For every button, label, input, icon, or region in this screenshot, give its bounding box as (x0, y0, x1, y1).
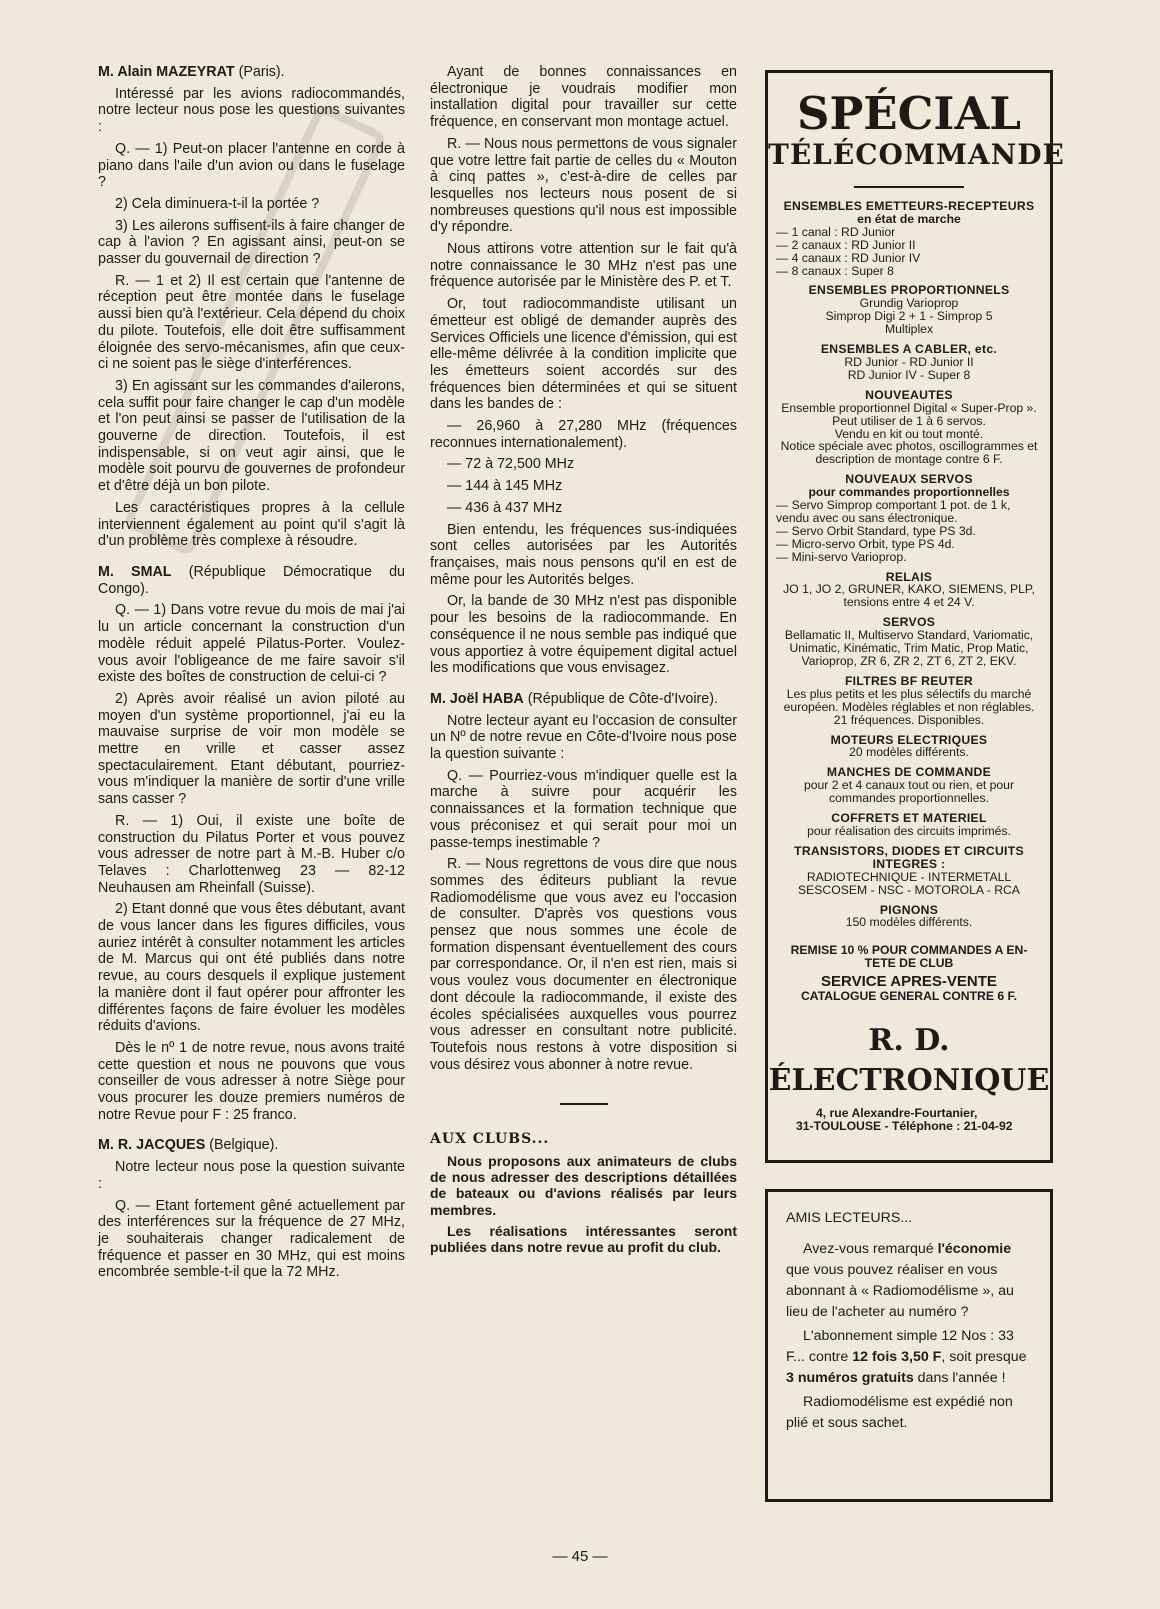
ad-section-line: 150 modèles différents. (845, 915, 973, 930)
ad-brand-name: R. D. ÉLECTRONIQUE (768, 1023, 1050, 1099)
text-run-bold: l'économie (937, 1241, 1012, 1257)
ad-address (796, 1107, 1050, 1133)
ad-section-title: COFFRETS ET MATERIEL (831, 811, 987, 826)
ad-section-title: ENSEMBLES PROPORTIONNELS (808, 283, 1010, 298)
clubs-paragraph: Nous proposons aux animateurs de clubs de nous adresser des descriptions détaillées de bateaux ou d'avions réalisés par leurs membres. (430, 1152, 737, 1218)
ad-section-line: RD Junior - RD Junior II (844, 354, 974, 369)
clubs-paragraph: Les réalisations intéressantes seront publiées dans notre revue au profit du club. (430, 1222, 737, 1256)
ad-section-line: — 8 canaux : Super 8 (776, 263, 894, 278)
correspondent-location: (Paris). (234, 64, 285, 80)
ad-section-line: en état de marche (857, 211, 961, 226)
ad-section-line: — Servo Orbit Standard, type PS 3d. (776, 523, 976, 538)
ad-section (776, 766, 1042, 805)
text-run-bold: 3 numéros gratuits (786, 1370, 914, 1386)
body-paragraph: Q. — 1) Peut-on placer l'antenne en corde à piano dans l'aile d'un avion ou dans le fuselage ? (98, 140, 405, 191)
ad-section (776, 675, 1042, 727)
body-paragraph: Dès le nº 1 de notre revue, nous avons traité cette question et nous ne pouvons que vous conseiller de vous adresser à notre Siège pour vous procurer les douze premiers numéros de notre Revue pour F : 25 franco. (98, 1039, 405, 1123)
ad-section-line: pour 2 et 4 canaux tout ou rien, et pour commandes proportionnelles. (803, 778, 1015, 806)
text-run: , soit presque (941, 1349, 1027, 1365)
ad-divider (854, 186, 964, 188)
ad-section-line: Les plus petits et les plus sélectifs du marché européen. Modèles réglables et non réglables. 21 fréquences. Disponibles. (783, 686, 1035, 727)
correspondent-name: M. R. JACQUES (98, 1137, 206, 1154)
ad-section (776, 904, 1042, 930)
ad-section-line: Bellamatic II, Multiservo Standard, Variomatic, Unimatic, Kinématic, Trim Matic, Prop Matic, Varioprop, ZR 6, ZR 2, ZT 6, ZT 2, EKV. (784, 628, 1034, 668)
clubs-title: AUX CLUBS... (430, 1131, 550, 1148)
subscription-box (765, 1189, 1053, 1502)
ad-section (776, 473, 1042, 563)
ad-subheadline: TÉLÉCOMMANDE (768, 138, 1065, 171)
body-paragraph: 3) Les ailerons suffisent-ils à faire changer de cap à l'avion ? En agissant ainsi, peut-on se passer du gouvernail de direction ? (98, 217, 405, 268)
ad-section (776, 200, 1042, 277)
correspondent-location: (Belgique). (205, 1137, 279, 1154)
body-paragraph: Q. — Etant fortement gêné actuellement par des interférences sur la fréquence de 27 MHz, je souhaiterais changer radicalement de fréquence et passer en 30 MHz, qui est moins encombrée semble-t-il que la 72 MHz. (98, 1197, 405, 1281)
frequency-line: — 436 à 437 MHz (447, 499, 563, 516)
ad-section-line: — Mini-servo Varioprop. (776, 549, 907, 564)
ad-section-line: — 4 canaux : RD Junior IV (776, 250, 921, 265)
body-paragraph: Nous attirons votre attention sur le fait qu'à notre connaissance le 30 MHz n'est pas une fréquence autorisée par le Ministère des P. et T. (430, 241, 737, 291)
subscription-paragraph (786, 1239, 1032, 1323)
ad-section-line: pour réalisation des circuits imprimés. (807, 823, 1011, 838)
ad-product-list (768, 200, 1050, 929)
ad-section-line: Notice spéciale avec photos, oscillogrammes et description de montage contre 6 F. (780, 439, 1038, 467)
ad-address-street: 4, rue Alexandre-Fourtanier, (816, 1106, 978, 1121)
ad-section (776, 812, 1042, 838)
body-paragraph: R. — Nous regrettons de vous dire que nous sommes des éditeurs publiant la revue Radiomodélisme que vous avez eu l'occasion de consulter. D'après vos questions vous pensez que nous sommes une école de formation dispensant éventuellement des cours par correspondance. Or, il n'en est rien, mais si vous voulez vous documenter en électronique dont découle la radiocommande, il existe des écoles spécialisées auxquelles vous pourrez vous adresser en consultant notre publicité. Toutefois nous restons à votre disposition si vous désirez vous abonner à notre revue. (430, 856, 737, 1073)
ad-section-line: JO 1, JO 2, GRUNER, KAKO, SIEMENS, PLP, tensions entre 4 et 24 V. (783, 582, 1035, 610)
column-left (98, 64, 405, 1286)
body-paragraph: Q. — Pourriez-vous m'indiquer quelle est la marche à suivre pour acquérir les connaissances et la formation technique que vous préconisez et qui serait pour moi un passe-temps inestimable ? (430, 767, 737, 851)
ad-section-title: MOTEURS ELECTRIQUES (830, 732, 988, 747)
ad-section-line: — Servo Simprop comportant 1 pot. de 1 k, vendu avec ou sans électronique. (776, 498, 1011, 525)
body-paragraph: Les caractéristiques propres à la cellule interviennent également au point qu'il s'agit là d'un problème très complexe à résoudre. (98, 499, 405, 550)
text-run: dans l'année ! (913, 1370, 1006, 1386)
ad-section-line: — Micro-servo Orbit, type PS 4d. (776, 536, 955, 551)
ad-section-line: SESCOSEM - NSC - MOTOROLA - RCA (798, 882, 1020, 897)
column-middle (430, 64, 737, 1260)
advertisement-box (765, 70, 1065, 1163)
body-paragraph: R. — 1 et 2) Il est certain que l'antenne de réception peut être montée dans le fuselage aussi bien qu'à l'extérieur. Cela dépend du choix du pilote. Toutefois, elle doit être suffisamment éloignée des servo-mécanismes, afin que ceux-ci ne soient pas le siège d'interférences. (98, 272, 405, 373)
clubs-section (430, 1131, 737, 1255)
correspondent-name: M. Alain MAZEYRAT (98, 64, 235, 80)
body-paragraph: Bien entendu, les fréquences sus-indiquées sont celles autorisées par les Autorités françaises, mais nous pensons qu'il en est de même pour les Autorités belges. (430, 521, 737, 588)
ad-section-line: — 2 canaux : RD Junior II (776, 237, 916, 252)
body-paragraph: 2) Cela diminuera-t-il la portée ? (115, 195, 320, 212)
ad-section-title: ENSEMBLES A CABLER, etc. (820, 342, 998, 357)
ad-section-title: PIGNONS (879, 902, 939, 917)
body-paragraph: R. — Nous nous permettons de vous signaler que votre lettre fait partie de celles du « Mouton à cinq pattes », c'est-à-dire de celles par lesquelles nos lecteurs nous posent de si nombreuses questions qu'il nous est impossible d'y répondre. (430, 135, 737, 236)
correspondent-heading (430, 691, 737, 708)
correspondent-heading (98, 64, 405, 81)
text-run: que vous pouvez réaliser en vous abonnant à « Radiomodélisme », au lieu de l'acheter au numéro ? (786, 1262, 1014, 1320)
ad-section-line: RD Junior IV - Super 8 (847, 367, 971, 382)
body-paragraph: R. — 1) Oui, il existe une boîte de construction du Pilatus Porter et vous pouvez vous adresser de notre part à M.-B. Huber c/o Telaves : Charlottenweg 23 — 82-12 Neuhausen am Rheinfall (Suisse). (98, 812, 405, 896)
ad-after-sales: SERVICE APRES-VENTE (821, 973, 997, 991)
ad-section (776, 616, 1042, 668)
page-number: — 45 — (552, 1548, 608, 1565)
section-divider (560, 1103, 608, 1105)
correspondent-location: (République de Côte-d'Ivoire). (523, 690, 718, 707)
ad-section (776, 845, 1042, 897)
body-paragraph: Q. — 1) Dans votre revue du mois de mai j'ai lu un article concernant la construction d'un modèle réduit appelé Pilatus-Porter. Voulez-vous avoir l'obligeance de me faire savoir s'il existe des boîtes de construction de celui-ci ? (98, 602, 405, 686)
ad-section (776, 734, 1042, 760)
ad-discount: REMISE 10 % POUR COMMANDES A EN-TETE DE CLUB (790, 943, 1028, 971)
body-paragraph: Or, la bande de 30 MHz n'est pas disponible pour les besoins de la radiocommande. En conséquence il ne nous semble pas indiqué que vous apportiez à votre équipement digital actuel les modifications que vous envisagez. (430, 593, 737, 677)
ad-section-title: NOUVEAUTES (865, 387, 953, 402)
correspondent-name: M. SMAL (98, 563, 172, 580)
subscription-title: AMIS LECTEURS... (786, 1210, 913, 1226)
correspondent-location: (République Démocratique du Congo). (98, 563, 406, 597)
ad-headline: SPÉCIAL (796, 87, 1022, 140)
ad-section-title: FILTRES BF REUTER (844, 673, 974, 688)
ad-section-title: ENSEMBLES EMETTEURS-RECEPTEURS (783, 199, 1035, 213)
ad-section-title: NOUVEAUX SERVOS (845, 472, 973, 487)
ad-section-line: Ensemble proportionnel Digital « Super-Prop ». Peut utiliser de 1 à 6 servos. (781, 400, 1037, 428)
ad-section-title: MANCHES DE COMMANDE (826, 765, 992, 780)
ad-section-title: RELAIS (885, 569, 933, 584)
subscription-paragraph (786, 1326, 1032, 1389)
ad-catalogue: CATALOGUE GENERAL CONTRE 6 F. (801, 989, 1017, 1004)
body-paragraph: 2) Etant donné que vous êtes débutant, avant de vous lancer dans les figures difficiles, vous auriez intérêt à consulter notamment les articles de M. Marcus qui ont été publiés dans notre revue, au cours desquels il explique justement la manière dont il faut opérer pour affronter les différentes façons de faire évoluer les modèles réduits d'avions. (98, 901, 405, 1035)
body-paragraph: 2) Après avoir réalisé un avion piloté au moyen d'un système proportionnel, j'ai eu la mauvaise surprise de voir mon modèle se mettre en vrille et casser assez spectaculairement. Etant débutant, pourriez-vous m'indiquer la manière de sortir d'une vrille sans casser ? (98, 690, 405, 808)
body-paragraph: Intéressé par les avions radiocommandés, notre lecteur nous pose les questions suivantes : (98, 85, 405, 136)
ad-address-city: 31-TOULOUSE - Téléphone : 21-04-92 (796, 1118, 1013, 1133)
ad-section-line: RADIOTECHNIQUE - INTERMETALL (806, 869, 1012, 884)
ad-section (776, 389, 1042, 466)
body-paragraph: Ayant de bonnes connaissances en électronique je voudrais modifier mon installation digital pour travailler sur cette fréquence, en conservant mon montage actuel. (430, 64, 737, 131)
body-paragraph: 3) En agissant sur les commandes d'ailerons, cela suffit pour faire changer le cap d'un modèle et l'on peut ainsi se passer de l'utilisation de la gouverne de direction. Toutefois, il est indispensable, si on veut agir ainsi, que le modèle soit pourvu de gouvernes de profondeur et d'être déjà un bon pilote. (98, 377, 405, 495)
correspondent-heading (98, 564, 405, 597)
ad-section-title: TRANSISTORS, DIODES ET CIRCUITS INTEGRES : (794, 843, 1024, 871)
text-run: Avez-vous remarqué (803, 1241, 938, 1257)
frequency-line: — 72 à 72,500 MHz (447, 456, 575, 473)
text-run: L'abonnement simple 12 Nos : 33 F... contre (786, 1328, 1014, 1365)
ad-section (776, 571, 1042, 610)
ad-section (776, 343, 1042, 382)
ad-section-title: SERVOS (882, 615, 936, 630)
ad-section-line: 20 modèles différents. (849, 745, 969, 760)
body-paragraph: Notre lecteur ayant eu l'occasion de consulter un Nº de notre revue en Côte-d'Ivoire nous pose la question suivante : (430, 712, 737, 763)
correspondent-name: M. Joël HABA (430, 690, 524, 707)
ad-section-line: pour commandes proportionnelles (808, 485, 1010, 500)
ad-section (776, 284, 1042, 336)
correspondent-heading (98, 1137, 405, 1154)
ad-section-line: Grundig Varioprop (859, 296, 959, 311)
body-paragraph: Notre lecteur nous pose la question suivante : (98, 1159, 405, 1192)
body-paragraph: — 26,960 à 27,280 MHz (fréquences reconnues internationalement). (430, 418, 737, 451)
frequency-line: — 144 à 145 MHz (447, 478, 563, 495)
ad-section-line: Simprop Digi 2 + 1 - Simprop 5 (825, 309, 993, 324)
text-run-bold: 12 fois 3,50 F (852, 1349, 942, 1365)
ad-section-line: Multiplex (884, 322, 934, 337)
ad-section-line: Vendu en kit ou tout monté. (834, 426, 984, 441)
body-paragraph: Or, tout radiocommandiste utilisant un émetteur est obligé de demander auprès des Services Officiels une licence d'émission, qui est elle-même délivrée à la condition implicite que les émetteurs soient accordés sur des fréquences bien déterminées et qui se situent dans les bandes de : (430, 296, 737, 413)
ad-section-line: — 1 canal : RD Junior (776, 224, 896, 239)
subscription-paragraph: Radiomodélisme est expédié non plié et sous sachet. (786, 1394, 1013, 1431)
